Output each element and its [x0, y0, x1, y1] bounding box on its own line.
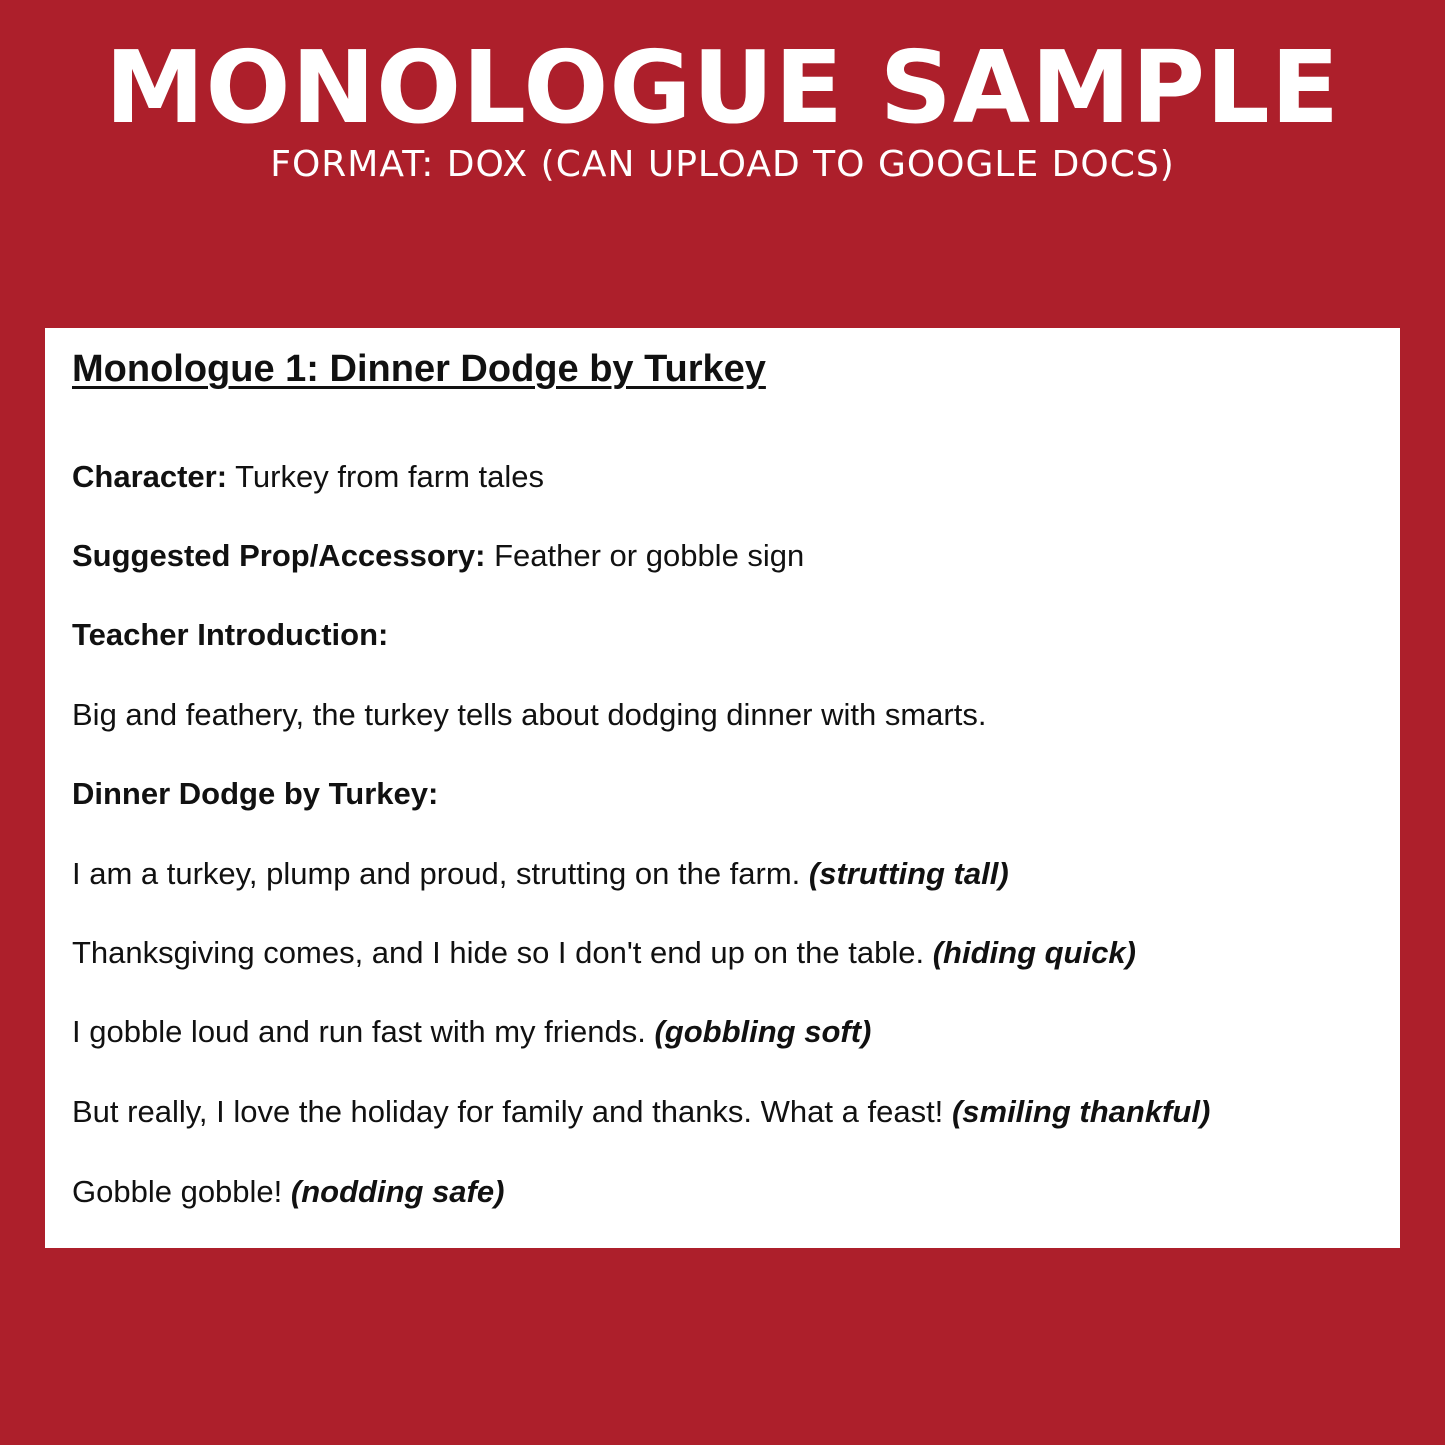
document-heading: Monologue 1: Dinner Dodge by Turkey: [72, 348, 766, 390]
stage-direction: (smiling thankful): [951, 1094, 1211, 1129]
script-heading: Dinner Dodge by Turkey:: [72, 776, 439, 811]
script-line: [72, 1172, 504, 1212]
prop-line: [72, 536, 804, 576]
script-line-text: I am a turkey, plump and proud, strutting on the farm.: [72, 856, 801, 891]
stage-direction: (hiding quick): [932, 935, 1136, 970]
prop-value: Feather or gobble sign: [494, 538, 805, 573]
script-line: [72, 1012, 871, 1052]
teacher-intro-text: Big and feathery, the turkey tells about dodging dinner with smarts.: [72, 697, 987, 732]
banner-title: MONOLOGUE SAMPLE: [104, 29, 1341, 146]
script-line-text: Gobble gobble!: [72, 1174, 283, 1209]
stage-direction: (gobbling soft): [654, 1014, 872, 1049]
document-panel: [45, 328, 1400, 1248]
script-line: [72, 854, 1009, 894]
stage-direction: (nodding safe): [290, 1174, 505, 1209]
banner-subtitle: FORMAT: DOX (CAN UPLOAD TO GOOGLE DOCS): [270, 144, 1175, 185]
character-label: Character:: [72, 459, 228, 494]
prop-label: Suggested Prop/Accessory:: [72, 538, 486, 573]
script-line-text: I gobble loud and run fast with my friends.: [72, 1014, 646, 1049]
teacher-intro-label: Teacher Introduction:: [72, 617, 389, 652]
character-value: Turkey from farm tales: [235, 459, 545, 494]
script-line-text: But really, I love the holiday for family and thanks. What a feast!: [72, 1094, 944, 1129]
character-line: [72, 457, 544, 497]
stage-direction: (strutting tall): [808, 856, 1009, 891]
script-line-text: Thanksgiving comes, and I hide so I don't end up on the table.: [72, 935, 925, 970]
script-line: [72, 1092, 1210, 1132]
script-line: [72, 933, 1136, 973]
